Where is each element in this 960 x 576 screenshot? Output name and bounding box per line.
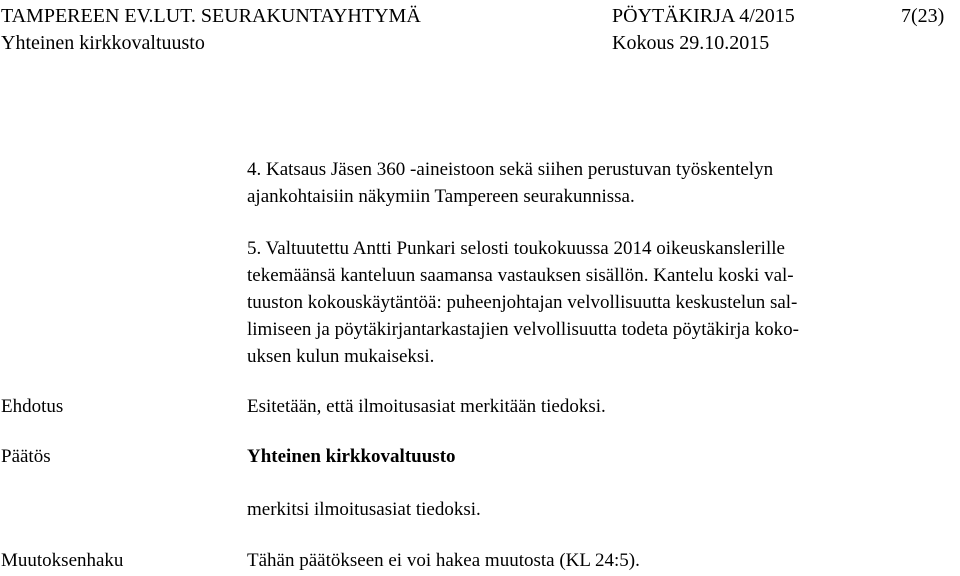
notice-item-5-line: uksen kulun mukaiseksi.: [247, 346, 435, 367]
proposal-text: Esitetään, että ilmoitusasiat merkitään tiedoksi.: [247, 396, 606, 417]
decision-text: merkitsi ilmoitusasiat tiedoksi.: [247, 499, 481, 520]
notice-item-4-line: 4. Katsaus Jäsen 360 -aineistoon sekä siihen perustuvan työskentelyn: [247, 159, 774, 180]
proposal-label: Ehdotus: [1, 396, 64, 417]
decision-body-name: Yhteinen kirkkovaltuusto: [247, 446, 456, 467]
header-org: TAMPEREEN EV.LUT. SEURAKUNTAYHTYMÄ: [1, 5, 421, 27]
notice-item-5: [247, 235, 927, 370]
notice-item-5-line: 5. Valtuutettu Antti Punkari selosti toukokuussa 2014 oikeuskanslerille: [247, 238, 785, 259]
appeal-text: Tähän päätökseen ei voi hakea muutosta (KL 24:5).: [247, 550, 640, 571]
notice-item-4: [247, 156, 927, 210]
notice-item-5-line: tekemäänsä kanteluun saamansa vastauksen sisällön. Kantelu koski val-: [247, 265, 794, 286]
header-doc-type: PÖYTÄKIRJA 4/2015: [612, 5, 795, 27]
header-body-name: Yhteinen kirkkovaltuusto: [1, 32, 205, 54]
notice-item-5-line: limiseen ja pöytäkirjantarkastajien velvollisuutta todeta pöytäkirja koko-: [247, 319, 799, 340]
decision-label: Päätös: [1, 446, 51, 467]
notice-item-5-line: tuuston kokouskäytäntöä: puheenjohtajan velvollisuutta keskustelun sal-: [247, 292, 798, 313]
header-page-number: 7(23): [901, 5, 945, 27]
header-meeting-date: Kokous 29.10.2015: [612, 32, 770, 54]
appeal-label: Muutoksenhaku: [1, 550, 124, 571]
notice-item-4-line: ajankohtaisiin näkymiin Tampereen seurakunnissa.: [247, 186, 635, 207]
